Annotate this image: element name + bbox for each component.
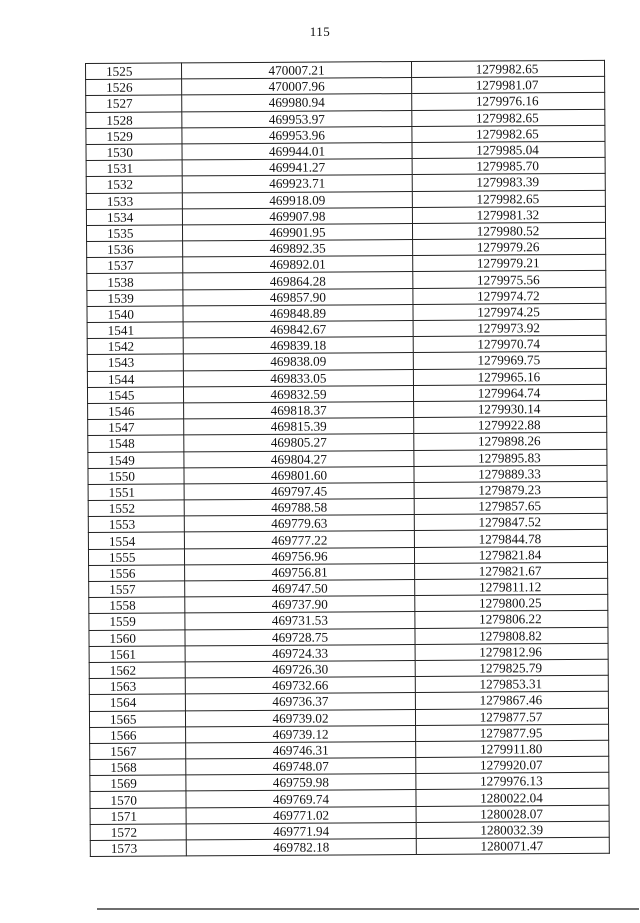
x-coordinate-cell: 469801.60 xyxy=(184,466,414,484)
y-coordinate-cell: 1279889.33 xyxy=(414,465,607,482)
point-number-cell: 1531 xyxy=(86,160,182,177)
coordinates-table xyxy=(85,60,610,857)
point-number-cell: 1562 xyxy=(89,662,185,679)
point-number-cell: 1550 xyxy=(88,468,184,485)
y-coordinate-cell: 1279922.88 xyxy=(414,416,607,433)
x-coordinate-cell: 469901.95 xyxy=(182,223,412,241)
y-coordinate-cell: 1279812.96 xyxy=(415,643,608,660)
y-coordinate-cell: 1279821.84 xyxy=(414,546,607,563)
x-coordinate-cell: 469728.75 xyxy=(185,628,415,646)
x-coordinate-cell: 469779.63 xyxy=(184,515,414,533)
x-coordinate-cell: 470007.96 xyxy=(182,78,412,96)
x-coordinate-cell: 469732.66 xyxy=(185,677,415,695)
y-coordinate-cell: 1279895.83 xyxy=(414,449,607,466)
point-number-cell: 1539 xyxy=(87,290,183,307)
y-coordinate-cell: 1279976.16 xyxy=(412,93,605,110)
x-coordinate-cell: 469759.98 xyxy=(186,774,416,792)
x-coordinate-cell: 469739.02 xyxy=(185,709,415,727)
y-coordinate-cell: 1279973.92 xyxy=(413,319,606,336)
x-coordinate-cell: 469756.81 xyxy=(185,563,415,581)
x-coordinate-cell: 469818.37 xyxy=(184,401,414,419)
x-coordinate-cell: 469747.50 xyxy=(185,579,415,597)
point-number-cell: 1569 xyxy=(90,775,186,792)
y-coordinate-cell: 1279806.22 xyxy=(415,611,608,628)
y-coordinate-cell: 1280071.47 xyxy=(416,837,609,854)
x-coordinate-cell: 469839.18 xyxy=(183,337,413,355)
y-coordinate-cell: 1279879.23 xyxy=(414,481,607,498)
y-coordinate-cell: 1279979.21 xyxy=(413,255,606,272)
point-number-cell: 1532 xyxy=(86,176,182,193)
y-coordinate-cell: 1279964.74 xyxy=(413,384,606,401)
x-coordinate-cell: 469782.18 xyxy=(186,838,416,856)
point-number-cell: 1535 xyxy=(86,225,182,242)
coordinates-table-body xyxy=(86,60,610,856)
point-number-cell: 1553 xyxy=(88,516,184,533)
x-coordinate-cell: 469857.90 xyxy=(183,288,413,306)
point-number-cell: 1549 xyxy=(88,451,184,468)
point-number-cell: 1566 xyxy=(90,727,186,744)
x-coordinate-cell: 469731.53 xyxy=(185,612,415,630)
y-coordinate-cell: 1280022.04 xyxy=(416,789,609,806)
y-coordinate-cell: 1279982.65 xyxy=(412,109,605,126)
page-number: 115 xyxy=(309,24,331,39)
y-coordinate-cell: 1279982.65 xyxy=(411,60,604,77)
point-number-cell: 1538 xyxy=(87,273,183,290)
y-coordinate-cell: 1279877.95 xyxy=(416,724,609,741)
y-coordinate-cell: 1279877.57 xyxy=(415,708,608,725)
x-coordinate-cell: 469804.27 xyxy=(184,450,414,468)
x-coordinate-cell: 469788.58 xyxy=(184,499,414,517)
x-coordinate-cell: 469864.28 xyxy=(183,272,413,290)
point-number-cell: 1555 xyxy=(88,549,184,566)
y-coordinate-cell: 1279970.74 xyxy=(413,336,606,353)
y-coordinate-cell: 1279980.52 xyxy=(412,222,605,239)
y-coordinate-cell: 1279985.04 xyxy=(412,141,605,158)
y-coordinate-cell: 1279974.25 xyxy=(413,303,606,320)
point-number-cell: 1545 xyxy=(87,387,183,404)
y-coordinate-cell: 1279857.65 xyxy=(414,497,607,514)
y-coordinate-cell: 1279844.78 xyxy=(414,530,607,547)
y-coordinate-cell: 1280032.39 xyxy=(416,821,609,838)
x-coordinate-cell: 469797.45 xyxy=(184,482,414,500)
y-coordinate-cell: 1279808.82 xyxy=(415,627,608,644)
x-coordinate-cell: 469746.31 xyxy=(186,741,416,759)
x-coordinate-cell: 469769.74 xyxy=(186,790,416,808)
point-number-cell: 1533 xyxy=(86,192,182,209)
x-coordinate-cell: 469892.35 xyxy=(183,240,413,258)
x-coordinate-cell: 469918.09 xyxy=(182,191,412,209)
table-row xyxy=(90,837,609,856)
x-coordinate-cell: 469815.39 xyxy=(184,418,414,436)
x-coordinate-cell: 469838.09 xyxy=(183,353,413,371)
y-coordinate-cell: 1280028.07 xyxy=(416,805,609,822)
x-coordinate-cell: 469848.89 xyxy=(183,304,413,322)
y-coordinate-cell: 1279930.14 xyxy=(414,400,607,417)
y-coordinate-cell: 1279825.79 xyxy=(415,659,608,676)
y-coordinate-cell: 1279853.31 xyxy=(415,675,608,692)
point-number-cell: 1541 xyxy=(87,322,183,339)
y-coordinate-cell: 1279965.16 xyxy=(413,368,606,385)
y-coordinate-cell: 1279983.39 xyxy=(412,174,605,191)
y-coordinate-cell: 1279821.67 xyxy=(415,562,608,579)
x-coordinate-cell: 469726.30 xyxy=(185,660,415,678)
point-number-cell: 1529 xyxy=(86,128,182,145)
x-coordinate-cell: 469756.96 xyxy=(184,547,414,565)
x-coordinate-cell: 469892.01 xyxy=(183,256,413,274)
y-coordinate-cell: 1279847.52 xyxy=(414,514,607,531)
y-coordinate-cell: 1279982.65 xyxy=(412,190,605,207)
point-number-cell: 1560 xyxy=(89,629,185,646)
x-coordinate-cell: 469833.05 xyxy=(183,369,413,387)
x-coordinate-cell: 469944.01 xyxy=(182,142,412,160)
y-coordinate-cell: 1279976.13 xyxy=(416,773,609,790)
point-number-cell: 1568 xyxy=(90,759,186,776)
y-coordinate-cell: 1279800.25 xyxy=(415,595,608,612)
point-number-cell: 1526 xyxy=(86,79,182,96)
x-coordinate-cell: 469842.67 xyxy=(183,321,413,339)
point-number-cell: 1534 xyxy=(86,209,182,226)
point-number-cell: 1540 xyxy=(87,306,183,323)
y-coordinate-cell: 1279811.12 xyxy=(415,578,608,595)
point-number-cell: 1565 xyxy=(89,710,185,727)
point-number-cell: 1528 xyxy=(86,111,182,128)
point-number-cell: 1542 xyxy=(87,338,183,355)
point-number-cell: 1564 xyxy=(89,694,185,711)
point-number-cell: 1572 xyxy=(90,824,186,841)
point-number-cell: 1546 xyxy=(88,403,184,420)
point-number-cell: 1536 xyxy=(87,241,183,258)
y-coordinate-cell: 1279982.65 xyxy=(412,125,605,142)
point-number-cell: 1559 xyxy=(89,613,185,630)
point-number-cell: 1557 xyxy=(89,581,185,598)
x-coordinate-cell: 469748.07 xyxy=(186,758,416,776)
x-coordinate-cell: 469771.02 xyxy=(186,806,416,824)
point-number-cell: 1556 xyxy=(89,565,185,582)
x-coordinate-cell: 469980.94 xyxy=(182,94,412,112)
point-number-cell: 1544 xyxy=(87,370,183,387)
y-coordinate-cell: 1279979.26 xyxy=(413,238,606,255)
x-coordinate-cell: 469771.94 xyxy=(186,822,416,840)
point-number-cell: 1571 xyxy=(90,808,186,825)
point-number-cell: 1552 xyxy=(88,500,184,517)
point-number-cell: 1527 xyxy=(86,95,182,112)
bottom-rule xyxy=(97,908,639,910)
point-number-cell: 1573 xyxy=(90,840,186,857)
x-coordinate-cell: 469736.37 xyxy=(185,693,415,711)
point-number-cell: 1567 xyxy=(90,743,186,760)
x-coordinate-cell: 469923.71 xyxy=(182,175,412,193)
point-number-cell: 1551 xyxy=(88,484,184,501)
point-number-cell: 1558 xyxy=(89,597,185,614)
point-number-cell: 1543 xyxy=(87,354,183,371)
point-number-cell: 1537 xyxy=(87,257,183,274)
x-coordinate-cell: 469739.12 xyxy=(186,725,416,743)
x-coordinate-cell: 469941.27 xyxy=(182,159,412,177)
y-coordinate-cell: 1279969.75 xyxy=(413,352,606,369)
point-number-cell: 1547 xyxy=(88,419,184,436)
y-coordinate-cell: 1279974.72 xyxy=(413,287,606,304)
point-number-cell: 1554 xyxy=(88,532,184,549)
y-coordinate-cell: 1279898.26 xyxy=(414,433,607,450)
x-coordinate-cell: 469832.59 xyxy=(183,385,413,403)
y-coordinate-cell: 1279920.07 xyxy=(416,756,609,773)
x-coordinate-cell: 469724.33 xyxy=(185,644,415,662)
point-number-cell: 1561 xyxy=(89,646,185,663)
point-number-cell: 1548 xyxy=(88,435,184,452)
point-number-cell: 1530 xyxy=(86,144,182,161)
x-coordinate-cell: 469777.22 xyxy=(184,531,414,549)
x-coordinate-cell: 469907.98 xyxy=(182,207,412,225)
y-coordinate-cell: 1279975.56 xyxy=(413,271,606,288)
y-coordinate-cell: 1279911.80 xyxy=(416,740,609,757)
x-coordinate-cell: 470007.21 xyxy=(182,62,412,80)
x-coordinate-cell: 469953.96 xyxy=(182,126,412,144)
point-number-cell: 1570 xyxy=(90,791,186,808)
point-number-cell: 1563 xyxy=(89,678,185,695)
point-number-cell: 1525 xyxy=(86,63,182,80)
y-coordinate-cell: 1279867.46 xyxy=(415,692,608,709)
x-coordinate-cell: 469953.97 xyxy=(182,110,412,128)
x-coordinate-cell: 469805.27 xyxy=(184,434,414,452)
y-coordinate-cell: 1279985.70 xyxy=(412,157,605,174)
y-coordinate-cell: 1279981.32 xyxy=(412,206,605,223)
y-coordinate-cell: 1279981.07 xyxy=(412,77,605,94)
x-coordinate-cell: 469737.90 xyxy=(185,596,415,614)
